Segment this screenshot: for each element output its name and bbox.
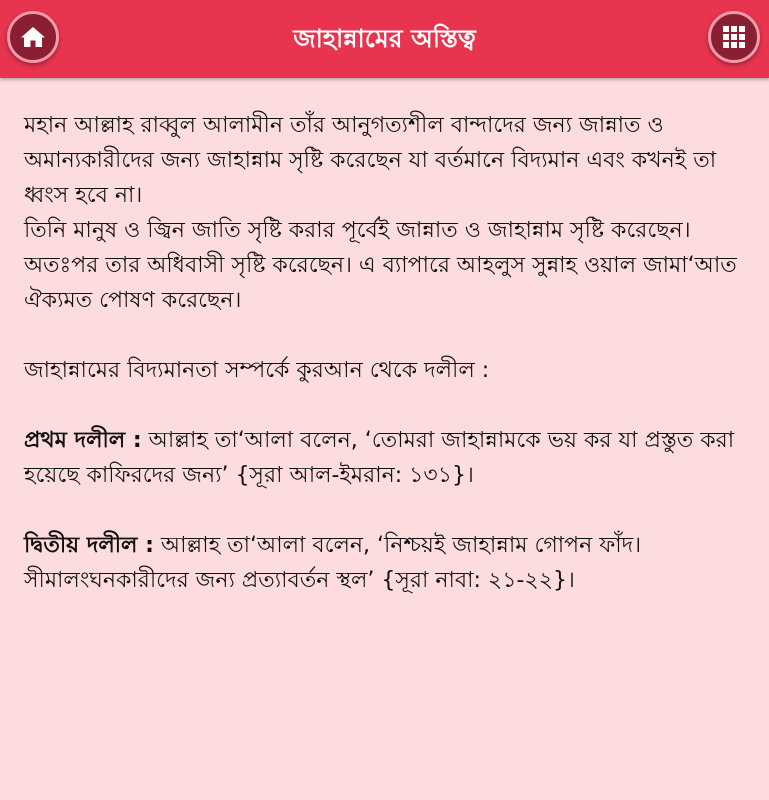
article-content — [24, 108, 748, 598]
spacer — [24, 318, 748, 353]
grid-menu-icon — [722, 25, 746, 49]
creation-paragraph: তিনি মানুষ ও জ্বিন জাতি সৃষ্টি করার পূর্বেই জান্নাত ও জাহান্নাম সৃষ্টি করেছেন। অতঃপর তার অধিবাসী সৃষ্টি করেছেন। এ ব্যাপারে আহলুস সুন্নাহ ওয়াল জামা‘আত ঐক্যমত পোষণ করেছেন। — [24, 218, 737, 313]
section-heading: জাহান্নামের বিদ্যমানতা সম্পর্কে কুরআন থেকে দলীল : — [24, 358, 490, 383]
evidence-1-label: প্রথম দলীল : — [24, 428, 142, 453]
page-title: জাহান্নামের অস্তিত্ব — [293, 24, 476, 53]
app-header — [0, 0, 769, 78]
spacer — [24, 493, 748, 528]
evidence-1-text: আল্লাহ তা‘আলা বলেন, ‘তোমরা জাহান্নামকে ভয় কর যা প্রস্তুত করা হয়েছে কাফিরদের জন্য’ {সূরা আল-ইমরান: ১৩১}। — [24, 428, 735, 488]
home-button[interactable] — [7, 11, 59, 63]
intro-paragraph: মহান আল্লাহ রাব্বুল আলামীন তাঁর আনুগত্যশীল বান্দাদের জন্য জান্নাত ও অমান্যকারীদের জন্য জাহান্নাম সৃষ্টি করেছেন যা বর্তমানে বিদ্যমান এবং কখনই তা ধ্বংস হবে না। — [24, 113, 717, 208]
home-icon — [20, 25, 46, 49]
menu-button[interactable] — [708, 11, 760, 63]
evidence-2 — [24, 528, 748, 598]
evidence-1 — [24, 423, 748, 493]
evidence-2-label: দ্বিতীয় দলীল : — [24, 533, 154, 558]
evidence-2-text: আল্লাহ তা‘আলা বলেন, ‘নিশ্চয়ই জাহান্নাম গোপন ফাঁদ। সীমালংঘনকারীদের জন্য প্রত্যাবর্তন স্থল’ {সূরা নাবা: ২১-২২}। — [24, 533, 642, 593]
spacer — [24, 388, 748, 423]
